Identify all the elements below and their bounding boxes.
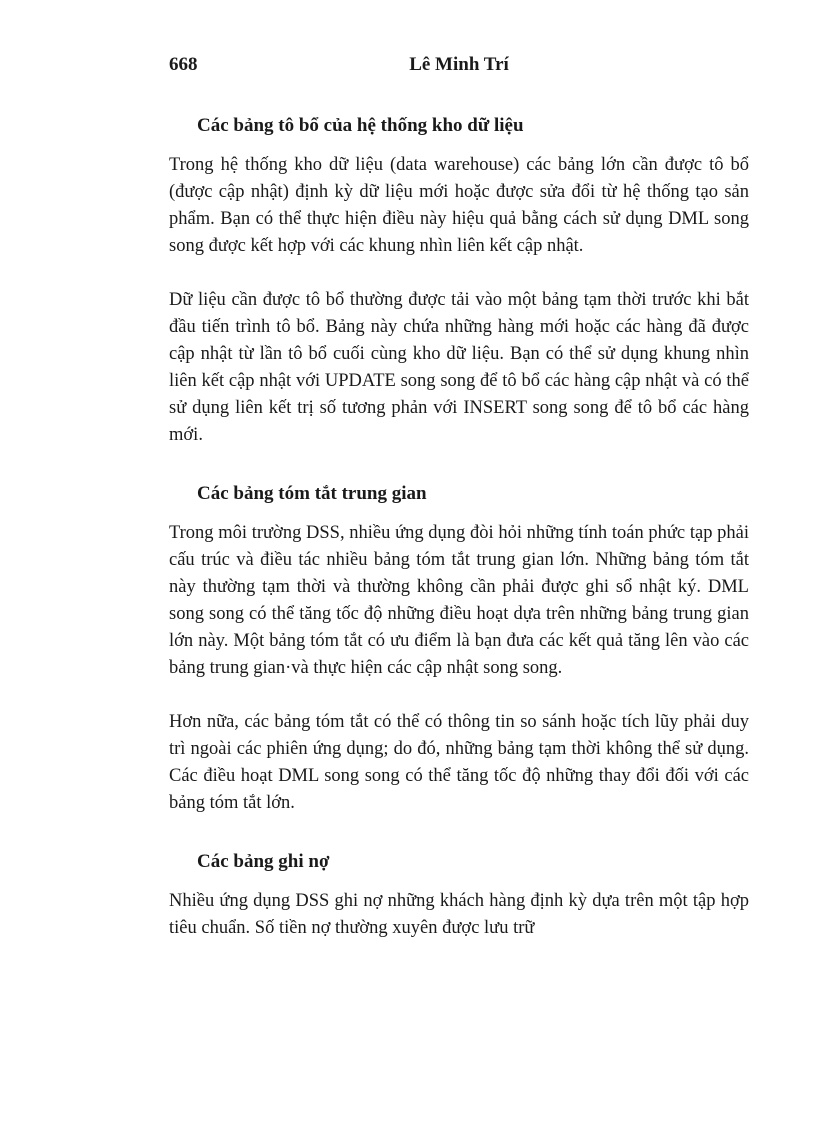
body-paragraph: Trong hệ thống kho dữ liệu (data warehouse) các bảng lớn cần được tô bổ (được cập nhật) định kỳ dữ liệu mới hoặc được sửa đổi từ hệ thống tạo sản phẩm. Bạn có thể thực hiện điều này hiệu quả bằng cách sử dụng DML song song được kết hợp với các khung nhìn liên kết cập nhật. [169,155,749,256]
page-body [169,112,749,942]
body-paragraph: Hơn nữa, các bảng tóm tắt có thể có thông tin so sánh hoặc tích lũy phải duy trì ngoài các phiên ứng dụng; do đó, những bảng tạm thời không thể sử dụng. Các điều hoạt DML song song có thể tăng tốc độ những thay đổi đối với các bảng tóm tắt lớn. [169,712,749,813]
body-paragraph: Dữ liệu cần được tô bổ thường được tải vào một bảng tạm thời trước khi bắt đầu tiến trình tô bổ. Bảng này chứa những hàng mới hoặc các hàng đã được cập nhật từ lần tô bổ cuối cùng kho dữ liệu. Bạn có thể sử dụng khung nhìn liên kết cập nhật với UPDATE song song để tô bổ các hàng cập nhật và có thể sử dụng liên kết trị số tương phản với INSERT song song để tô bổ các hàng mới. [169,290,749,445]
section-heading: Các bảng tóm tắt trung gian [197,483,427,504]
section-heading: Các bảng tô bổ của hệ thống kho dữ liệu [197,115,524,136]
body-paragraph: Nhiều ứng dụng DSS ghi nợ những khách hàng định kỳ dựa trên một tập hợp tiêu chuẩn. Số tiền nợ thường xuyên được lưu trữ [169,891,749,938]
body-paragraph: Trong môi trường DSS, nhiều ứng dụng đòi hỏi những tính toán phức tạp phải cấu trúc và điều tác nhiều bảng tóm tắt trung gian lớn. Những bảng tóm tắt này thường tạm thời và thường không cần phải được ghi sổ nhật ký. DML song song có thể tăng tốc độ những điều hoạt dựa trên những bảng trung gian lớn này. Một bảng tóm tắt có ưu điểm là bạn đưa các kết quả tăng lên vào các bảng trung gian·và thực hiện các cập nhật song song. [169,523,749,678]
running-header [169,54,749,84]
section-heading: Các bảng ghi nợ [197,851,330,872]
page-number: 668 [169,54,198,75]
running-head-author: Lê Minh Trí [409,54,509,75]
